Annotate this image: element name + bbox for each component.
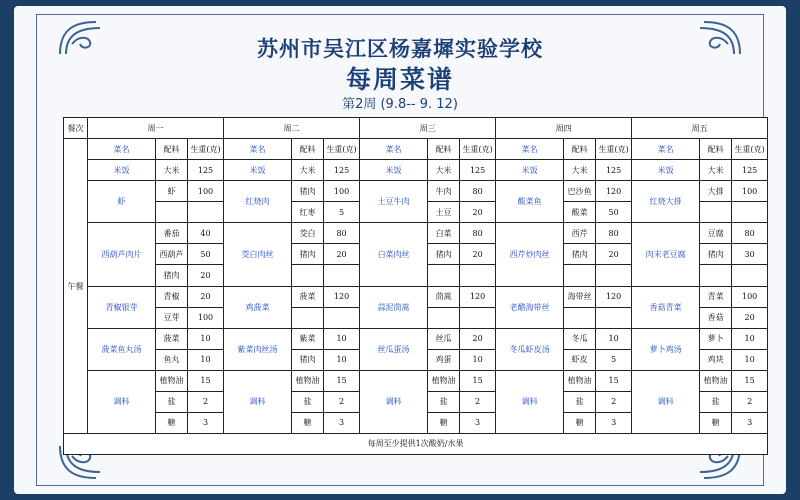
weight-cell bbox=[324, 307, 360, 328]
menu-table bbox=[63, 117, 768, 455]
dish-name: 香菇青菜 bbox=[632, 286, 700, 328]
dish-name: 冬瓜虾皮汤 bbox=[496, 328, 564, 370]
weight-cell: 125 bbox=[188, 160, 224, 181]
ingredient-cell: 糖 bbox=[428, 412, 460, 433]
ingredient-cell: 猪肉 bbox=[292, 244, 324, 265]
dish-name: 米饭 bbox=[88, 160, 156, 181]
weight-cell: 15 bbox=[460, 370, 496, 391]
ingredient-cell bbox=[292, 307, 324, 328]
ingredient-cell: 大米 bbox=[156, 160, 188, 181]
ingredient-cell: 大米 bbox=[700, 160, 732, 181]
weight-cell: 120 bbox=[596, 286, 632, 307]
weight-cell: 80 bbox=[460, 181, 496, 202]
dish-name: 虾 bbox=[88, 181, 156, 223]
ingredient-cell: 巴沙鱼 bbox=[564, 181, 596, 202]
ingredient-column-header: 配料 bbox=[564, 139, 596, 160]
ingredient-cell: 植物油 bbox=[156, 370, 188, 391]
weight-cell: 5 bbox=[596, 349, 632, 370]
ingredient-cell: 青菜 bbox=[700, 286, 732, 307]
dish-column-header: 菜名 bbox=[496, 139, 564, 160]
weight-cell: 125 bbox=[596, 160, 632, 181]
ingredient-column-header: 配料 bbox=[700, 139, 732, 160]
weight-cell: 10 bbox=[596, 328, 632, 349]
dish-column-header: 菜名 bbox=[360, 139, 428, 160]
ingredient-cell: 盐 bbox=[564, 391, 596, 412]
ingredient-cell: 大米 bbox=[292, 160, 324, 181]
weight-cell: 20 bbox=[460, 328, 496, 349]
dish-name: 萝卜鸡汤 bbox=[632, 328, 700, 370]
dish-name: 红烧大排 bbox=[632, 181, 700, 223]
ingredient-cell: 萝卜 bbox=[700, 328, 732, 349]
ingredient-cell: 豆腐 bbox=[700, 223, 732, 244]
dish-column-header: 菜名 bbox=[224, 139, 292, 160]
weight-cell: 50 bbox=[188, 244, 224, 265]
ingredient-cell: 西葫芦 bbox=[156, 244, 188, 265]
table-row bbox=[64, 286, 768, 307]
ingredient-cell bbox=[292, 265, 324, 286]
dish-name: 白菜肉丝 bbox=[360, 223, 428, 286]
dish-name: 调料 bbox=[632, 370, 700, 433]
weight-cell: 20 bbox=[324, 244, 360, 265]
weight-cell: 40 bbox=[188, 223, 224, 244]
weight-cell bbox=[188, 202, 224, 223]
ingredient-cell: 糖 bbox=[292, 412, 324, 433]
table-row bbox=[64, 223, 768, 244]
dish-name: 米饭 bbox=[632, 160, 700, 181]
school-name: 苏州市吴江区杨嘉墀实验学校 bbox=[257, 37, 543, 61]
weight-column-header: 生重(克) bbox=[732, 139, 768, 160]
weight-cell: 20 bbox=[188, 265, 224, 286]
ingredient-cell: 丝瓜 bbox=[428, 328, 460, 349]
weight-cell: 10 bbox=[188, 349, 224, 370]
ingredient-cell: 冬瓜 bbox=[564, 328, 596, 349]
footer-row bbox=[64, 433, 768, 454]
dish-name: 蒜泥茼蒿 bbox=[360, 286, 428, 328]
column-header-row bbox=[64, 139, 768, 160]
weight-column-header: 生重(克) bbox=[324, 139, 360, 160]
weight-cell: 80 bbox=[460, 223, 496, 244]
dish-name: 米饭 bbox=[496, 160, 564, 181]
weight-cell bbox=[460, 307, 496, 328]
ingredient-cell: 茭白 bbox=[292, 223, 324, 244]
ingredient-cell: 牛肉 bbox=[428, 181, 460, 202]
ingredient-cell: 糖 bbox=[156, 412, 188, 433]
ingredient-cell: 虾 bbox=[156, 181, 188, 202]
weight-cell: 80 bbox=[596, 223, 632, 244]
dish-name: 酸菜鱼 bbox=[496, 181, 564, 223]
weight-cell: 20 bbox=[596, 244, 632, 265]
ingredient-cell: 猪肉 bbox=[428, 244, 460, 265]
ingredient-column-header: 配料 bbox=[156, 139, 188, 160]
weight-cell: 125 bbox=[324, 160, 360, 181]
ingredient-cell: 菠菜 bbox=[292, 286, 324, 307]
dish-name: 西芹炒肉丝 bbox=[496, 223, 564, 286]
weight-cell: 80 bbox=[324, 223, 360, 244]
ingredient-cell bbox=[564, 265, 596, 286]
weight-cell: 100 bbox=[188, 181, 224, 202]
dish-name: 调料 bbox=[496, 370, 564, 433]
ingredient-cell: 酸菜 bbox=[564, 202, 596, 223]
ingredient-cell bbox=[428, 307, 460, 328]
weight-cell: 100 bbox=[324, 181, 360, 202]
weight-cell: 5 bbox=[324, 202, 360, 223]
weight-cell: 120 bbox=[324, 286, 360, 307]
ingredient-cell bbox=[156, 202, 188, 223]
weight-cell: 2 bbox=[324, 391, 360, 412]
weight-cell: 50 bbox=[596, 202, 632, 223]
ingredient-cell bbox=[700, 202, 732, 223]
table-row bbox=[64, 160, 768, 181]
weight-cell: 10 bbox=[732, 328, 768, 349]
weight-cell: 10 bbox=[324, 349, 360, 370]
ingredient-cell bbox=[700, 265, 732, 286]
weight-cell: 120 bbox=[460, 286, 496, 307]
dish-name: 紫菜肉丝汤 bbox=[224, 328, 292, 370]
weight-column-header: 生重(克) bbox=[188, 139, 224, 160]
weight-cell: 2 bbox=[188, 391, 224, 412]
ingredient-cell: 盐 bbox=[156, 391, 188, 412]
ingredient-cell: 西芹 bbox=[564, 223, 596, 244]
weight-cell: 120 bbox=[596, 181, 632, 202]
ingredient-column-header: 配料 bbox=[292, 139, 324, 160]
weight-cell: 3 bbox=[324, 412, 360, 433]
dish-name: 丝瓜蛋汤 bbox=[360, 328, 428, 370]
weight-cell: 10 bbox=[188, 328, 224, 349]
weight-column-header: 生重(克) bbox=[460, 139, 496, 160]
ingredient-cell: 猪肉 bbox=[700, 244, 732, 265]
dish-name: 调料 bbox=[360, 370, 428, 433]
dish-column-header: 菜名 bbox=[632, 139, 700, 160]
dish-column-header: 菜名 bbox=[88, 139, 156, 160]
dish-name: 青椒银芽 bbox=[88, 286, 156, 328]
weight-cell: 10 bbox=[324, 328, 360, 349]
weight-cell: 30 bbox=[732, 244, 768, 265]
weight-cell: 100 bbox=[732, 181, 768, 202]
weight-cell bbox=[596, 265, 632, 286]
ingredient-cell: 土豆 bbox=[428, 202, 460, 223]
ingredient-cell: 大米 bbox=[428, 160, 460, 181]
weight-cell: 2 bbox=[596, 391, 632, 412]
ingredient-cell: 红枣 bbox=[292, 202, 324, 223]
weight-cell: 20 bbox=[460, 244, 496, 265]
dish-name: 茭白肉丝 bbox=[224, 223, 292, 286]
ingredient-cell: 植物油 bbox=[700, 370, 732, 391]
weight-cell: 10 bbox=[732, 349, 768, 370]
weight-cell: 80 bbox=[732, 223, 768, 244]
ingredient-cell: 猪肉 bbox=[292, 181, 324, 202]
ingredient-cell: 紫菜 bbox=[292, 328, 324, 349]
table-row bbox=[64, 328, 768, 349]
weight-cell: 15 bbox=[324, 370, 360, 391]
ingredient-cell: 猪肉 bbox=[156, 265, 188, 286]
weight-cell: 2 bbox=[460, 391, 496, 412]
dish-name: 肉末老豆腐 bbox=[632, 223, 700, 286]
weight-cell: 20 bbox=[460, 202, 496, 223]
dish-name: 土豆牛肉 bbox=[360, 181, 428, 223]
ingredient-cell: 糖 bbox=[564, 412, 596, 433]
ingredient-cell: 植物油 bbox=[428, 370, 460, 391]
weight-cell: 3 bbox=[732, 412, 768, 433]
day-header: 周四 bbox=[496, 118, 632, 139]
weight-cell: 15 bbox=[188, 370, 224, 391]
ingredient-cell: 盐 bbox=[700, 391, 732, 412]
dish-name: 鸡菠菜 bbox=[224, 286, 292, 328]
weight-cell: 3 bbox=[596, 412, 632, 433]
weight-cell: 15 bbox=[732, 370, 768, 391]
ingredient-cell: 茼蒿 bbox=[428, 286, 460, 307]
ingredient-cell: 大米 bbox=[564, 160, 596, 181]
weight-cell: 3 bbox=[188, 412, 224, 433]
ingredient-cell: 鱼丸 bbox=[156, 349, 188, 370]
dish-name: 菠菜鱼丸汤 bbox=[88, 328, 156, 370]
ingredient-cell: 菠菜 bbox=[156, 328, 188, 349]
weight-cell: 15 bbox=[596, 370, 632, 391]
ingredient-cell: 糖 bbox=[700, 412, 732, 433]
ingredient-cell: 鸡蛋 bbox=[428, 349, 460, 370]
weight-cell: 125 bbox=[732, 160, 768, 181]
ingredient-cell: 白菜 bbox=[428, 223, 460, 244]
ingredient-cell: 豆芽 bbox=[156, 307, 188, 328]
weight-cell: 10 bbox=[460, 349, 496, 370]
dish-name: 米饭 bbox=[360, 160, 428, 181]
ingredient-cell: 青椒 bbox=[156, 286, 188, 307]
weight-cell bbox=[596, 307, 632, 328]
weight-cell: 20 bbox=[732, 307, 768, 328]
meal-column-header: 餐次 bbox=[64, 118, 88, 139]
weight-cell: 3 bbox=[460, 412, 496, 433]
table-row bbox=[64, 370, 768, 391]
weight-cell: 20 bbox=[188, 286, 224, 307]
weight-cell: 125 bbox=[460, 160, 496, 181]
weight-cell: 100 bbox=[732, 286, 768, 307]
dish-name: 西葫芦肉片 bbox=[88, 223, 156, 286]
ingredient-cell bbox=[428, 265, 460, 286]
ingredient-cell: 番茄 bbox=[156, 223, 188, 244]
ingredient-cell bbox=[564, 307, 596, 328]
dish-name: 老醋海带丝 bbox=[496, 286, 564, 328]
ingredient-cell: 植物油 bbox=[292, 370, 324, 391]
table-row bbox=[64, 181, 768, 202]
weight-cell bbox=[732, 202, 768, 223]
ingredient-column-header: 配料 bbox=[428, 139, 460, 160]
day-header: 周五 bbox=[632, 118, 768, 139]
ingredient-cell: 盐 bbox=[292, 391, 324, 412]
ingredient-cell: 大排 bbox=[700, 181, 732, 202]
footer-note: 每周至少提供1次酸奶/水果 bbox=[64, 433, 768, 454]
dish-name: 米饭 bbox=[224, 160, 292, 181]
weight-cell bbox=[460, 265, 496, 286]
page-title: 每周菜谱 bbox=[345, 65, 454, 94]
day-header: 周一 bbox=[88, 118, 224, 139]
ingredient-cell: 盐 bbox=[428, 391, 460, 412]
ingredient-cell: 猪肉 bbox=[564, 244, 596, 265]
week-range: 第2周 (9.8-- 9. 12) bbox=[342, 97, 458, 112]
weight-cell: 2 bbox=[732, 391, 768, 412]
ingredient-cell: 鸡块 bbox=[700, 349, 732, 370]
day-header: 周二 bbox=[224, 118, 360, 139]
weight-column-header: 生重(克) bbox=[596, 139, 632, 160]
ingredient-cell: 海带丝 bbox=[564, 286, 596, 307]
dish-name: 红烧肉 bbox=[224, 181, 292, 223]
weight-cell bbox=[732, 265, 768, 286]
day-header: 周三 bbox=[360, 118, 496, 139]
weight-cell: 100 bbox=[188, 307, 224, 328]
ingredient-cell: 植物油 bbox=[564, 370, 596, 391]
ingredient-cell: 虾皮 bbox=[564, 349, 596, 370]
dish-name: 调料 bbox=[224, 370, 292, 433]
weight-cell bbox=[324, 265, 360, 286]
meal-label: 午餐 bbox=[64, 139, 88, 434]
ingredient-cell: 猪肉 bbox=[292, 349, 324, 370]
day-header-row bbox=[64, 118, 768, 139]
dish-name: 调料 bbox=[88, 370, 156, 433]
ingredient-cell: 香菇 bbox=[700, 307, 732, 328]
